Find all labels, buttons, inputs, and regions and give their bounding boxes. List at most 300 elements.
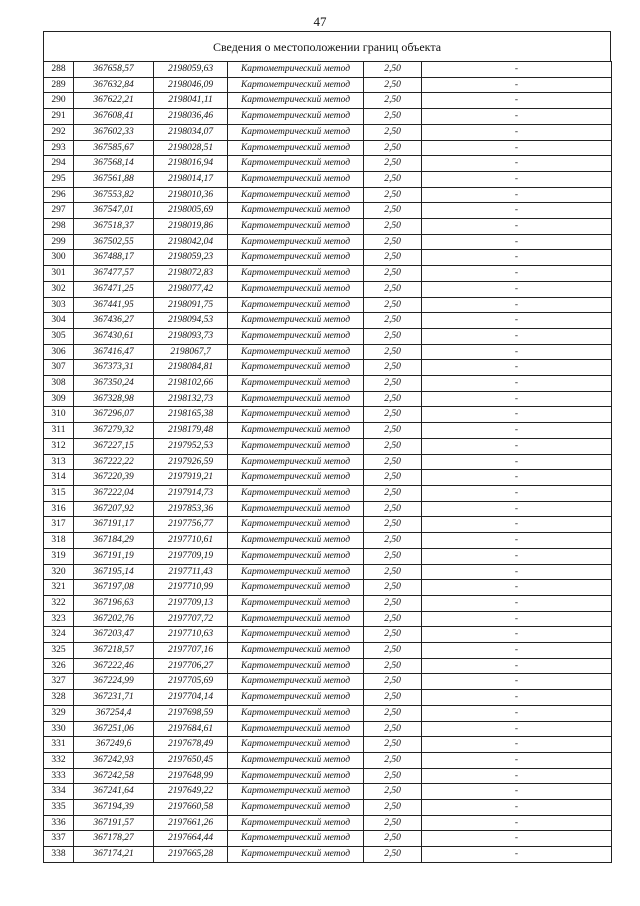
table-row	[44, 784, 612, 800]
accuracy-cell: 2,50	[364, 266, 422, 282]
point-number-cell: 311	[44, 423, 74, 439]
table-row	[44, 517, 612, 533]
table-row	[44, 219, 612, 235]
y-coordinate-cell: 2197684,61	[154, 721, 228, 737]
point-number-cell: 297	[44, 203, 74, 219]
table-row	[44, 423, 612, 439]
x-coordinate-cell: 367632,84	[74, 77, 154, 93]
method-cell: Картометрический метод	[228, 595, 364, 611]
y-coordinate-cell: 2198067,7	[154, 344, 228, 360]
accuracy-cell: 2,50	[364, 171, 422, 187]
method-cell: Картометрический метод	[228, 690, 364, 706]
method-cell: Картометрический метод	[228, 77, 364, 93]
point-number-cell: 319	[44, 548, 74, 564]
point-number-cell: 295	[44, 171, 74, 187]
description-cell: -	[422, 407, 612, 423]
table-row	[44, 156, 612, 172]
y-coordinate-cell: 2197710,63	[154, 627, 228, 643]
table-row	[44, 580, 612, 596]
boundary-points-table	[43, 61, 612, 863]
point-number-cell: 315	[44, 485, 74, 501]
method-cell: Картометрический метод	[228, 564, 364, 580]
method-cell: Картометрический метод	[228, 800, 364, 816]
x-coordinate-cell: 367471,25	[74, 281, 154, 297]
x-coordinate-cell: 367441,95	[74, 297, 154, 313]
x-coordinate-cell: 367328,98	[74, 391, 154, 407]
method-cell: Картометрический метод	[228, 815, 364, 831]
method-cell: Картометрический метод	[228, 250, 364, 266]
accuracy-cell: 2,50	[364, 234, 422, 250]
table-row	[44, 470, 612, 486]
point-number-cell: 337	[44, 831, 74, 847]
method-cell: Картометрический метод	[228, 847, 364, 863]
x-coordinate-cell: 367553,82	[74, 187, 154, 203]
description-cell: -	[422, 454, 612, 470]
method-cell: Картометрический метод	[228, 140, 364, 156]
x-coordinate-cell: 367502,55	[74, 234, 154, 250]
x-coordinate-cell: 367203,47	[74, 627, 154, 643]
method-cell: Картометрический метод	[228, 721, 364, 737]
x-coordinate-cell: 367249,6	[74, 737, 154, 753]
accuracy-cell: 2,50	[364, 438, 422, 454]
method-cell: Картометрический метод	[228, 187, 364, 203]
description-cell: -	[422, 580, 612, 596]
point-number-cell: 316	[44, 501, 74, 517]
point-number-cell: 330	[44, 721, 74, 737]
method-cell: Картометрический метод	[228, 344, 364, 360]
table-row	[44, 407, 612, 423]
table-row	[44, 831, 612, 847]
x-coordinate-cell: 367254,4	[74, 705, 154, 721]
y-coordinate-cell: 2197707,16	[154, 643, 228, 659]
accuracy-cell: 2,50	[364, 831, 422, 847]
accuracy-cell: 2,50	[364, 752, 422, 768]
x-coordinate-cell: 367191,19	[74, 548, 154, 564]
method-cell: Картометрический метод	[228, 705, 364, 721]
table-row	[44, 690, 612, 706]
table-row	[44, 234, 612, 250]
table-row	[44, 140, 612, 156]
method-cell: Картометрический метод	[228, 752, 364, 768]
table-row	[44, 203, 612, 219]
accuracy-cell: 2,50	[364, 643, 422, 659]
y-coordinate-cell: 2198072,83	[154, 266, 228, 282]
table-row	[44, 611, 612, 627]
table-row	[44, 93, 612, 109]
x-coordinate-cell: 367561,88	[74, 171, 154, 187]
description-cell: -	[422, 690, 612, 706]
method-cell: Картометрический метод	[228, 517, 364, 533]
y-coordinate-cell: 2197710,99	[154, 580, 228, 596]
accuracy-cell: 2,50	[364, 580, 422, 596]
y-coordinate-cell: 2197706,27	[154, 658, 228, 674]
point-number-cell: 309	[44, 391, 74, 407]
accuracy-cell: 2,50	[364, 501, 422, 517]
method-cell: Картометрический метод	[228, 831, 364, 847]
x-coordinate-cell: 367194,39	[74, 800, 154, 816]
y-coordinate-cell: 2197709,19	[154, 548, 228, 564]
method-cell: Картометрический метод	[228, 611, 364, 627]
table-row	[44, 815, 612, 831]
description-cell: -	[422, 140, 612, 156]
point-number-cell: 312	[44, 438, 74, 454]
accuracy-cell: 2,50	[364, 391, 422, 407]
description-cell: -	[422, 658, 612, 674]
point-number-cell: 321	[44, 580, 74, 596]
x-coordinate-cell: 367518,37	[74, 219, 154, 235]
description-cell: -	[422, 219, 612, 235]
page-number: 47	[313, 14, 327, 29]
description-cell: -	[422, 109, 612, 125]
x-coordinate-cell: 367196,63	[74, 595, 154, 611]
point-number-cell: 313	[44, 454, 74, 470]
x-coordinate-cell: 367197,08	[74, 580, 154, 596]
table-row	[44, 658, 612, 674]
table-row	[44, 109, 612, 125]
x-coordinate-cell: 367251,06	[74, 721, 154, 737]
x-coordinate-cell: 367622,21	[74, 93, 154, 109]
point-number-cell: 307	[44, 360, 74, 376]
method-cell: Картометрический метод	[228, 234, 364, 250]
table-row	[44, 674, 612, 690]
point-number-cell: 293	[44, 140, 74, 156]
y-coordinate-cell: 2197707,72	[154, 611, 228, 627]
accuracy-cell: 2,50	[364, 470, 422, 486]
description-cell: -	[422, 266, 612, 282]
table-row	[44, 250, 612, 266]
table-row	[44, 438, 612, 454]
point-number-cell: 334	[44, 784, 74, 800]
accuracy-cell: 2,50	[364, 360, 422, 376]
boundary-table-frame	[43, 31, 611, 863]
x-coordinate-cell: 367207,92	[74, 501, 154, 517]
accuracy-cell: 2,50	[364, 485, 422, 501]
method-cell: Картометрический метод	[228, 376, 364, 392]
method-cell: Картометрический метод	[228, 454, 364, 470]
y-coordinate-cell: 2198016,94	[154, 156, 228, 172]
description-cell: -	[422, 721, 612, 737]
description-cell: -	[422, 831, 612, 847]
y-coordinate-cell: 2198036,46	[154, 109, 228, 125]
description-cell: -	[422, 93, 612, 109]
method-cell: Картометрический метод	[228, 548, 364, 564]
accuracy-cell: 2,50	[364, 344, 422, 360]
method-cell: Картометрический метод	[228, 313, 364, 329]
accuracy-cell: 2,50	[364, 533, 422, 549]
x-coordinate-cell: 367279,32	[74, 423, 154, 439]
y-coordinate-cell: 2197678,49	[154, 737, 228, 753]
description-cell: -	[422, 815, 612, 831]
method-cell: Картометрический метод	[228, 156, 364, 172]
description-cell: -	[422, 313, 612, 329]
description-cell: -	[422, 595, 612, 611]
description-cell: -	[422, 423, 612, 439]
method-cell: Картометрический метод	[228, 737, 364, 753]
y-coordinate-cell: 2197665,28	[154, 847, 228, 863]
x-coordinate-cell: 367547,01	[74, 203, 154, 219]
point-number-cell: 333	[44, 768, 74, 784]
x-coordinate-cell: 367242,58	[74, 768, 154, 784]
description-cell: -	[422, 203, 612, 219]
y-coordinate-cell: 2197650,45	[154, 752, 228, 768]
y-coordinate-cell: 2197926,59	[154, 454, 228, 470]
table-row	[44, 752, 612, 768]
method-cell: Картометрический метод	[228, 580, 364, 596]
accuracy-cell: 2,50	[364, 784, 422, 800]
table-row	[44, 171, 612, 187]
y-coordinate-cell: 2198010,36	[154, 187, 228, 203]
y-coordinate-cell: 2198059,23	[154, 250, 228, 266]
description-cell: -	[422, 643, 612, 659]
point-number-cell: 332	[44, 752, 74, 768]
accuracy-cell: 2,50	[364, 250, 422, 266]
accuracy-cell: 2,50	[364, 674, 422, 690]
point-number-cell: 296	[44, 187, 74, 203]
x-coordinate-cell: 367191,57	[74, 815, 154, 831]
table-row	[44, 62, 612, 78]
accuracy-cell: 2,50	[364, 595, 422, 611]
accuracy-cell: 2,50	[364, 658, 422, 674]
y-coordinate-cell: 2197705,69	[154, 674, 228, 690]
x-coordinate-cell: 367241,64	[74, 784, 154, 800]
point-number-cell: 299	[44, 234, 74, 250]
y-coordinate-cell: 2198019,86	[154, 219, 228, 235]
accuracy-cell: 2,50	[364, 203, 422, 219]
method-cell: Картометрический метод	[228, 203, 364, 219]
table-row	[44, 313, 612, 329]
y-coordinate-cell: 2197664,44	[154, 831, 228, 847]
description-cell: -	[422, 705, 612, 721]
x-coordinate-cell: 367184,29	[74, 533, 154, 549]
description-cell: -	[422, 847, 612, 863]
method-cell: Картометрический метод	[228, 674, 364, 690]
point-number-cell: 308	[44, 376, 74, 392]
x-coordinate-cell: 367220,39	[74, 470, 154, 486]
point-number-cell: 304	[44, 313, 74, 329]
table-row	[44, 705, 612, 721]
point-number-cell: 292	[44, 124, 74, 140]
table-row	[44, 768, 612, 784]
y-coordinate-cell: 2198014,17	[154, 171, 228, 187]
table-row	[44, 721, 612, 737]
point-number-cell: 300	[44, 250, 74, 266]
method-cell: Картометрический метод	[228, 470, 364, 486]
y-coordinate-cell: 2198094,53	[154, 313, 228, 329]
accuracy-cell: 2,50	[364, 548, 422, 564]
x-coordinate-cell: 367585,67	[74, 140, 154, 156]
accuracy-cell: 2,50	[364, 721, 422, 737]
y-coordinate-cell: 2198046,09	[154, 77, 228, 93]
x-coordinate-cell: 367222,04	[74, 485, 154, 501]
point-number-cell: 305	[44, 328, 74, 344]
accuracy-cell: 2,50	[364, 281, 422, 297]
description-cell: -	[422, 124, 612, 140]
accuracy-cell: 2,50	[364, 376, 422, 392]
point-number-cell: 289	[44, 77, 74, 93]
description-cell: -	[422, 768, 612, 784]
method-cell: Картометрический метод	[228, 768, 364, 784]
accuracy-cell: 2,50	[364, 705, 422, 721]
point-number-cell: 323	[44, 611, 74, 627]
accuracy-cell: 2,50	[364, 800, 422, 816]
accuracy-cell: 2,50	[364, 156, 422, 172]
point-number-cell: 324	[44, 627, 74, 643]
y-coordinate-cell: 2198077,42	[154, 281, 228, 297]
x-coordinate-cell: 367222,22	[74, 454, 154, 470]
accuracy-cell: 2,50	[364, 407, 422, 423]
x-coordinate-cell: 367608,41	[74, 109, 154, 125]
accuracy-cell: 2,50	[364, 690, 422, 706]
method-cell: Картометрический метод	[228, 360, 364, 376]
y-coordinate-cell: 2197649,22	[154, 784, 228, 800]
description-cell: -	[422, 250, 612, 266]
table-body	[44, 62, 612, 863]
table-row	[44, 281, 612, 297]
x-coordinate-cell: 367191,17	[74, 517, 154, 533]
point-number-cell: 336	[44, 815, 74, 831]
point-number-cell: 317	[44, 517, 74, 533]
x-coordinate-cell: 367222,46	[74, 658, 154, 674]
description-cell: -	[422, 533, 612, 549]
accuracy-cell: 2,50	[364, 564, 422, 580]
y-coordinate-cell: 2198093,73	[154, 328, 228, 344]
method-cell: Картометрический метод	[228, 281, 364, 297]
y-coordinate-cell: 2197919,21	[154, 470, 228, 486]
table-row	[44, 391, 612, 407]
x-coordinate-cell: 367488,17	[74, 250, 154, 266]
accuracy-cell: 2,50	[364, 140, 422, 156]
point-number-cell: 290	[44, 93, 74, 109]
x-coordinate-cell: 367202,76	[74, 611, 154, 627]
table-row	[44, 124, 612, 140]
table-row	[44, 847, 612, 863]
point-number-cell: 322	[44, 595, 74, 611]
x-coordinate-cell: 367296,07	[74, 407, 154, 423]
method-cell: Картометрический метод	[228, 297, 364, 313]
accuracy-cell: 2,50	[364, 93, 422, 109]
accuracy-cell: 2,50	[364, 313, 422, 329]
y-coordinate-cell: 2197660,58	[154, 800, 228, 816]
point-number-cell: 335	[44, 800, 74, 816]
method-cell: Картометрический метод	[228, 407, 364, 423]
table-row	[44, 297, 612, 313]
method-cell: Картометрический метод	[228, 328, 364, 344]
x-coordinate-cell: 367231,71	[74, 690, 154, 706]
table-row	[44, 376, 612, 392]
x-coordinate-cell: 367227,15	[74, 438, 154, 454]
accuracy-cell: 2,50	[364, 124, 422, 140]
method-cell: Картометрический метод	[228, 627, 364, 643]
description-cell: -	[422, 328, 612, 344]
method-cell: Картометрический метод	[228, 93, 364, 109]
description-cell: -	[422, 737, 612, 753]
point-number-cell: 318	[44, 533, 74, 549]
method-cell: Картометрический метод	[228, 485, 364, 501]
section-title: Сведения о местоположении границ объекта	[43, 31, 611, 61]
y-coordinate-cell: 2198132,73	[154, 391, 228, 407]
table-row	[44, 595, 612, 611]
point-number-cell: 298	[44, 219, 74, 235]
y-coordinate-cell: 2197704,14	[154, 690, 228, 706]
x-coordinate-cell: 367242,93	[74, 752, 154, 768]
point-number-cell: 328	[44, 690, 74, 706]
method-cell: Картометрический метод	[228, 533, 364, 549]
point-number-cell: 303	[44, 297, 74, 313]
description-cell: -	[422, 548, 612, 564]
y-coordinate-cell: 2198091,75	[154, 297, 228, 313]
description-cell: -	[422, 297, 612, 313]
point-number-cell: 291	[44, 109, 74, 125]
y-coordinate-cell: 2197709,13	[154, 595, 228, 611]
description-cell: -	[422, 470, 612, 486]
accuracy-cell: 2,50	[364, 219, 422, 235]
table-row	[44, 266, 612, 282]
description-cell: -	[422, 674, 612, 690]
method-cell: Картометрический метод	[228, 784, 364, 800]
table-row	[44, 548, 612, 564]
accuracy-cell: 2,50	[364, 847, 422, 863]
table-row	[44, 800, 612, 816]
accuracy-cell: 2,50	[364, 454, 422, 470]
method-cell: Картометрический метод	[228, 501, 364, 517]
point-number-cell: 310	[44, 407, 74, 423]
x-coordinate-cell: 367224,99	[74, 674, 154, 690]
point-number-cell: 331	[44, 737, 74, 753]
description-cell: -	[422, 391, 612, 407]
point-number-cell: 320	[44, 564, 74, 580]
y-coordinate-cell: 2197661,26	[154, 815, 228, 831]
table-row	[44, 344, 612, 360]
method-cell: Картометрический метод	[228, 109, 364, 125]
y-coordinate-cell: 2198041,11	[154, 93, 228, 109]
table-row	[44, 643, 612, 659]
description-cell: -	[422, 156, 612, 172]
table-row	[44, 77, 612, 93]
y-coordinate-cell: 2197711,43	[154, 564, 228, 580]
accuracy-cell: 2,50	[364, 187, 422, 203]
description-cell: -	[422, 611, 612, 627]
y-coordinate-cell: 2198179,48	[154, 423, 228, 439]
point-number-cell: 288	[44, 62, 74, 78]
description-cell: -	[422, 501, 612, 517]
y-coordinate-cell: 2198084,81	[154, 360, 228, 376]
description-cell: -	[422, 360, 612, 376]
table-row	[44, 533, 612, 549]
description-cell: -	[422, 627, 612, 643]
y-coordinate-cell: 2197698,59	[154, 705, 228, 721]
x-coordinate-cell: 367174,21	[74, 847, 154, 863]
description-cell: -	[422, 485, 612, 501]
method-cell: Картометрический метод	[228, 124, 364, 140]
table-row	[44, 485, 612, 501]
description-cell: -	[422, 234, 612, 250]
table-row	[44, 360, 612, 376]
method-cell: Картометрический метод	[228, 658, 364, 674]
x-coordinate-cell: 367602,33	[74, 124, 154, 140]
description-cell: -	[422, 187, 612, 203]
method-cell: Картометрический метод	[228, 219, 364, 235]
x-coordinate-cell: 367436,27	[74, 313, 154, 329]
method-cell: Картометрический метод	[228, 438, 364, 454]
accuracy-cell: 2,50	[364, 768, 422, 784]
y-coordinate-cell: 2197710,61	[154, 533, 228, 549]
method-cell: Картометрический метод	[228, 266, 364, 282]
description-cell: -	[422, 171, 612, 187]
description-cell: -	[422, 77, 612, 93]
y-coordinate-cell: 2197952,53	[154, 438, 228, 454]
x-coordinate-cell: 367350,24	[74, 376, 154, 392]
accuracy-cell: 2,50	[364, 77, 422, 93]
